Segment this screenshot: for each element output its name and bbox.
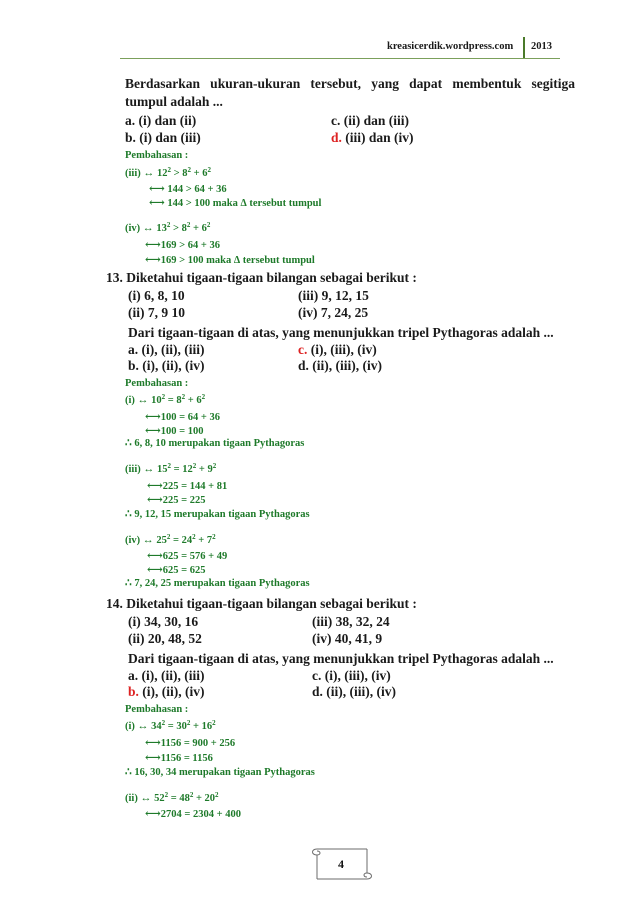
therefore-icon: ∴ <box>125 578 132 589</box>
sol13-i-step1: ⟷100 = 64 + 36 <box>145 411 220 423</box>
double-arrow-icon: ⟷ <box>145 752 161 764</box>
sol13-iii-step2: ⟷225 = 225 <box>147 494 206 506</box>
q14-question: Dari tigaan-tigaan di atas, yang menunjukkan tripel Pythagoras adalah ... <box>128 651 554 666</box>
sol-intro-iii-step2: ⟷ 144 > 100 maka Δ tersebut tumpul <box>149 197 322 209</box>
triangle-icon: Δ <box>233 255 241 266</box>
sol13-iii-eq: (iii) ↔ $15^2 = 12^2 + 9^2$ <box>125 462 217 475</box>
header-site: kreasicerdik.wordpress.com <box>387 41 514 52</box>
sol-intro-label: Pembahasan : <box>125 150 189 161</box>
intro-option-d: d. (iii) dan (iv) <box>331 130 414 145</box>
sol14-i-eq: (i) ↔ $34^2 = 30^2 + 16^2$ <box>125 719 216 732</box>
intro-option-c: c. (ii) dan (iii) <box>331 113 409 128</box>
q13-option-a: a. (i), (ii), (iii) <box>128 342 205 357</box>
q13-item-ii: (ii) 7, 9 10 <box>128 305 185 320</box>
q13-title: 13. Diketahui tigaan-tigaan bilangan sebagai berikut : <box>106 270 417 285</box>
sol14-i-conclusion: ∴ 16, 30, 34 merupakan tigaan Pythagoras <box>125 767 315 778</box>
header-rule <box>120 58 560 59</box>
sol13-iv-step1: ⟷625 = 576 + 49 <box>147 550 228 562</box>
double-arrow-icon: ⟷ <box>147 550 163 562</box>
sol13-i-step2: ⟷100 = 100 <box>145 425 204 437</box>
q13-option-c: c. (i), (iii), (iv) <box>298 342 377 357</box>
double-arrow-icon: ⟷ <box>149 197 165 209</box>
sol14-label: Pembahasan : <box>125 704 189 715</box>
sol14-i-step2: ⟷1156 = 1156 <box>145 752 213 764</box>
q14-option-d: d. (ii), (iii), (iv) <box>312 684 396 699</box>
header-divider <box>523 37 525 59</box>
sol-intro-iv-step2: ⟷169 > 100 maka Δ tersebut tumpul <box>145 254 315 266</box>
sol13-iv-eq: (iv) ↔ $25^2 = 24^2 + 7^2$ <box>125 533 216 546</box>
sol13-label: Pembahasan : <box>125 378 189 389</box>
q13-answer-letter: c. <box>298 342 308 357</box>
q13-option-d: d. (ii), (iii), (iv) <box>298 358 382 373</box>
double-arrow-icon: ⟷ <box>147 564 163 576</box>
sol14-i-step1: ⟷1156 = 900 + 256 <box>145 737 236 749</box>
sol13-iii-step1: ⟷225 = 144 + 81 <box>147 480 228 492</box>
double-arrow-icon: ⟷ <box>145 737 161 749</box>
therefore-icon: ∴ <box>125 509 132 520</box>
q14-item-i: (i) 34, 30, 16 <box>128 614 199 629</box>
sol13-i-conclusion: ∴ 6, 8, 10 merupakan tigaan Pythagoras <box>125 438 305 449</box>
therefore-icon: ∴ <box>125 438 132 449</box>
intro-option-a: a. (i) dan (ii) <box>125 113 197 128</box>
sol13-iii-conclusion: ∴ 9, 12, 15 merupakan tigaan Pythagoras <box>125 509 310 520</box>
q13-item-iv: (iv) 7, 24, 25 <box>298 305 369 320</box>
q13-question: Dari tigaan-tigaan di atas, yang menunjukkan tripel Pythagoras adalah ... <box>128 325 554 340</box>
sol-intro-iii-eq: (iii) ↔ $12^2 > 8^2 + 6^2$ <box>125 166 211 179</box>
double-arrow-icon: ⟷ <box>145 425 161 437</box>
q14-option-b: b. (i), (ii), (iv) <box>128 684 205 699</box>
double-arrow-icon: ⟷ <box>145 254 161 266</box>
intro-option-b: b. (i) dan (iii) <box>125 130 201 145</box>
q14-option-a: a. (i), (ii), (iii) <box>128 668 205 683</box>
double-arrow-icon: ⟷ <box>149 183 165 195</box>
sol14-ii-step1: ⟷2704 = 2304 + 400 <box>145 808 241 820</box>
q14-answer-letter: b. <box>128 684 139 699</box>
intro-answer-letter: d. <box>331 130 342 145</box>
header-year: 2013 <box>531 41 552 52</box>
sol-intro-iii-step1: ⟷ 144 > 64 + 36 <box>149 183 227 195</box>
sol-intro-iv-step1: ⟷169 > 64 + 36 <box>145 239 220 251</box>
page-number: 4 <box>338 857 344 871</box>
q13-item-i: (i) 6, 8, 10 <box>128 288 185 303</box>
therefore-icon: ∴ <box>125 767 132 778</box>
sol13-iv-conclusion: ∴ 7, 24, 25 merupakan tigaan Pythagoras <box>125 578 310 589</box>
double-arrow-icon: ⟷ <box>147 494 163 506</box>
q14-item-ii: (ii) 20, 48, 52 <box>128 631 202 646</box>
double-arrow-icon: ⟷ <box>147 480 163 492</box>
sol-intro-iv-eq: (iv) ↔ $13^2 > 8^2 + 6^2$ <box>125 221 211 234</box>
intro-question: Berdasarkan ukuran-ukuran tersebut, yang dapat membentuk segitiga tumpul adalah ... <box>125 76 575 109</box>
sol13-iv-step2: ⟷625 = 625 <box>147 564 206 576</box>
q13-item-iii: (iii) 9, 12, 15 <box>298 288 369 303</box>
q14-item-iii: (iii) 38, 32, 24 <box>312 614 390 629</box>
sol13-i-eq: (i) ↔ $10^2 = 8^2 + 6^2$ <box>125 393 206 406</box>
double-arrow-icon: ⟷ <box>145 411 161 423</box>
triangle-icon: Δ <box>240 198 247 209</box>
q14-option-c: c. (i), (iii), (iv) <box>312 668 391 683</box>
q14-item-iv: (iv) 40, 41, 9 <box>312 631 383 646</box>
double-arrow-icon: ⟷ <box>145 808 161 820</box>
q14-title: 14. Diketahui tigaan-tigaan bilangan sebagai berikut : <box>106 596 417 611</box>
double-arrow-icon: ⟷ <box>145 239 161 251</box>
sol14-ii-eq: (ii) ↔ $52^2 = 48^2 + 20^2$ <box>125 791 219 804</box>
q13-option-b: b. (i), (ii), (iv) <box>128 358 205 373</box>
